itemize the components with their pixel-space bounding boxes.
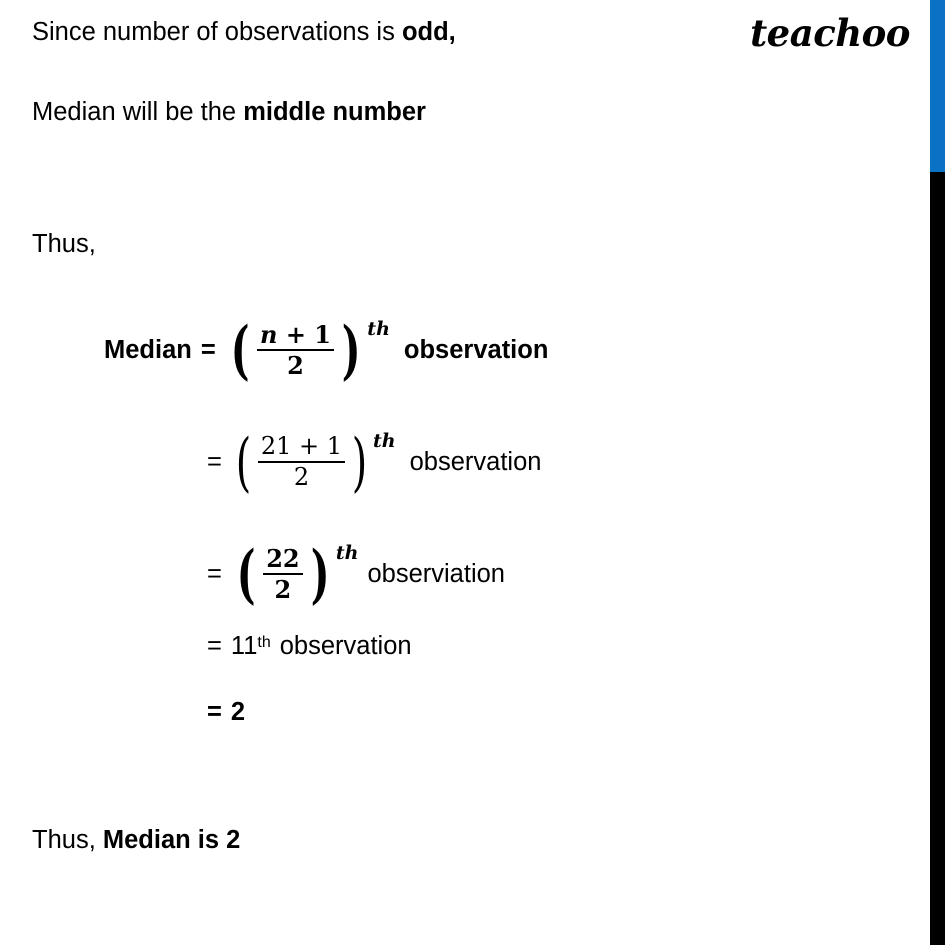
- math-value-4: 11: [230, 632, 258, 660]
- open-paren-icon: (: [236, 536, 256, 612]
- math-paren-group-1: [225, 312, 390, 388]
- close-paren-icon: ): [351, 425, 368, 500]
- math-tail-4: observation: [279, 632, 412, 660]
- open-paren-icon: (: [235, 425, 252, 500]
- math-denominator-3: 2: [274, 575, 292, 605]
- math-numerator-2: 21 + 1: [260, 432, 343, 460]
- math-numerator-rest-1: + 1: [277, 320, 332, 349]
- math-exponent-4: th: [257, 634, 271, 651]
- math-tail-2: observation: [409, 447, 542, 476]
- math-value-5: 2: [230, 698, 246, 726]
- math-line-substitute-n: [207, 425, 542, 500]
- math-numerator-3: 22: [266, 544, 300, 573]
- statement-median-emphasis: middle number: [243, 98, 426, 126]
- edge-accent-bar-black: [930, 172, 945, 945]
- statement-odd-emphasis: odd,: [401, 18, 456, 46]
- math-line-result: [207, 700, 245, 726]
- teachoo-logo: teachoo: [750, 11, 910, 55]
- math-exponent-2: th: [373, 430, 396, 452]
- math-equals-4: =: [207, 632, 222, 660]
- close-paren-icon: ): [310, 536, 330, 612]
- math-paren-group-2: [231, 425, 396, 500]
- math-line-median-formula: [104, 312, 549, 388]
- math-tail-1: observation: [403, 335, 549, 364]
- math-paren-group-3: [231, 536, 359, 612]
- statement-odd-plain: Since number of observations is: [32, 18, 402, 46]
- math-equals-5: =: [207, 698, 222, 726]
- close-paren-icon: ): [341, 312, 361, 388]
- statement-odd-observations: [32, 20, 456, 46]
- math-label-median: Median: [104, 335, 192, 364]
- math-fraction-1: [255, 322, 336, 379]
- math-equals-2: =: [207, 447, 222, 476]
- math-fraction-3: [261, 546, 304, 603]
- math-line-simplified-fraction: [207, 536, 505, 612]
- transition-thus: Thus,: [32, 230, 96, 258]
- math-fraction-2: [256, 434, 347, 491]
- math-variable-n: n: [260, 320, 278, 349]
- math-exponent-3: th: [335, 542, 359, 564]
- conclusion-statement: [32, 828, 240, 854]
- math-equals-1: =: [200, 335, 216, 364]
- math-numerator-1: [257, 322, 334, 349]
- statement-median-plain: Median will be the: [32, 98, 244, 126]
- conclusion-plain: Thus,: [32, 826, 103, 854]
- math-denominator-2: 2: [293, 463, 310, 492]
- math-exponent-1: th: [367, 318, 390, 340]
- math-equals-3: =: [207, 559, 222, 588]
- edge-accent-bar-blue: [930, 0, 945, 172]
- math-tail-3: observiation: [367, 559, 505, 588]
- math-denominator-1: 2: [287, 351, 304, 381]
- math-line-eleventh-observation: [207, 634, 412, 660]
- conclusion-emphasis: Median is 2: [102, 826, 241, 854]
- open-paren-icon: (: [230, 312, 250, 388]
- statement-median-rule: [32, 100, 426, 126]
